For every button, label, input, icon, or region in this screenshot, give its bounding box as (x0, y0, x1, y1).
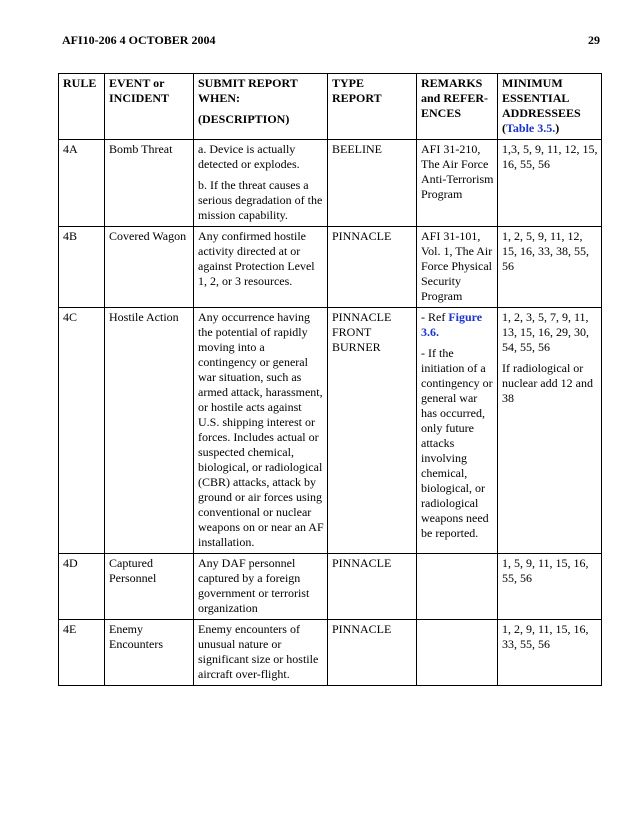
table-3-5-link[interactable]: Table 3.5. (506, 121, 556, 135)
cell-type: PINNACLE (328, 620, 417, 686)
table-row-4a (59, 140, 602, 227)
remarks-ref (421, 310, 494, 340)
page-header (62, 33, 600, 49)
cell-addressees (498, 308, 602, 554)
table-row-4e (59, 620, 602, 686)
cell-event: Bomb Threat (105, 140, 194, 227)
cell-remarks (417, 620, 498, 686)
cell-event: Enemy Encounters (105, 620, 194, 686)
cell-submit: Any occurrence having the potential of rapidly moving into a contingency or general war situation, such as armed attack, harassment, or hostile acts against U.S. shipping interest or forces. Includes actual or suspected chemical, biological, or radiological (CBR) attacks, attack by ground or air forces using conventional or nuclear weapons on or near an AF installation. (194, 308, 328, 554)
table-header-row (59, 74, 602, 140)
paren-open: ( (502, 121, 506, 135)
col-header-submit-line: SUBMIT REPORT WHEN: (198, 76, 298, 105)
cell-addressees: 1, 5, 9, 11, 15, 16, 55, 56 (498, 554, 602, 620)
figure-3-6-link[interactable]: Figure 3.6. (421, 310, 483, 339)
document-id: AFI10-206 4 OCTOBER 2004 (62, 33, 216, 47)
table-row-4d (59, 554, 602, 620)
cell-event: Hostile Action (105, 308, 194, 554)
cell-type: PINNACLE FRONT BURNER (328, 308, 417, 554)
cell-remarks (417, 554, 498, 620)
cell-type: BEELINE (328, 140, 417, 227)
cell-rule: 4E (59, 620, 105, 686)
cell-type: PINNACLE (328, 227, 417, 308)
col-header-addressees (498, 74, 602, 140)
col-header-type: TYPE REPORT (328, 74, 417, 140)
col-header-rule: RULE (59, 74, 105, 140)
cell-addressees: 1, 2, 9, 11, 15, 16, 33, 55, 56 (498, 620, 602, 686)
cell-submit: Any confirmed hostile activity directed at or against Protection Level 1, 2, or 3 resources. (194, 227, 328, 308)
cell-remarks: AFI 31-101, Vol. 1, The Air Force Physical Security Program (417, 227, 498, 308)
col-header-remarks: REMARKS and REFER-ENCES (417, 74, 498, 140)
page-number: 29 (588, 33, 600, 47)
submit-item: b. If the threat causes a serious degradation of the mission capability. (198, 178, 323, 222)
table-row-4c (59, 308, 602, 554)
cell-submit (194, 140, 328, 227)
cell-event: Captured Personnel (105, 554, 194, 620)
col-header-submit (194, 74, 328, 140)
cell-rule: 4B (59, 227, 105, 308)
reporting-rules-table (58, 73, 602, 686)
col-header-addressees-text: MINIMUM ESSENTIAL ADDRESSEES (502, 76, 581, 120)
addressees-list: 1, 2, 3, 5, 7, 9, 11, 13, 15, 16, 29, 30, 54, 55, 56 (502, 310, 589, 354)
col-header-event: EVENT or INCIDENT (105, 74, 194, 140)
cell-remarks (417, 308, 498, 554)
cell-remarks: AFI 31-210, The Air Force Anti-Terrorism Program (417, 140, 498, 227)
addressees-note: If radiological or nuclear add 12 and 38 (502, 361, 593, 405)
cell-event: Covered Wagon (105, 227, 194, 308)
col-header-description: (DESCRIPTION) (198, 112, 290, 126)
remarks-ref-prefix: - Ref (421, 310, 449, 324)
cell-addressees: 1,3, 5, 9, 11, 12, 15, 16, 55, 56 (498, 140, 602, 227)
cell-rule: 4D (59, 554, 105, 620)
cell-type: PINNACLE (328, 554, 417, 620)
submit-item: a. Device is actually detected or explodes. (198, 142, 300, 171)
cell-submit: Any DAF personnel captured by a foreign government or terrorist organization (194, 554, 328, 620)
cell-rule: 4A (59, 140, 105, 227)
cell-submit: Enemy encounters of unusual nature or significant size or hostile aircraft over-flight. (194, 620, 328, 686)
table-row-4b (59, 227, 602, 308)
cell-addressees: 1, 2, 5, 9, 11, 12, 15, 16, 33, 38, 55, 56 (498, 227, 602, 308)
cell-rule: 4C (59, 308, 105, 554)
remarks-note: - If the initiation of a contingency or general war has occurred, only future attacks involving chemical, biological, or radiological weapons need be reported. (421, 346, 493, 540)
paren-close: ) (555, 121, 560, 135)
